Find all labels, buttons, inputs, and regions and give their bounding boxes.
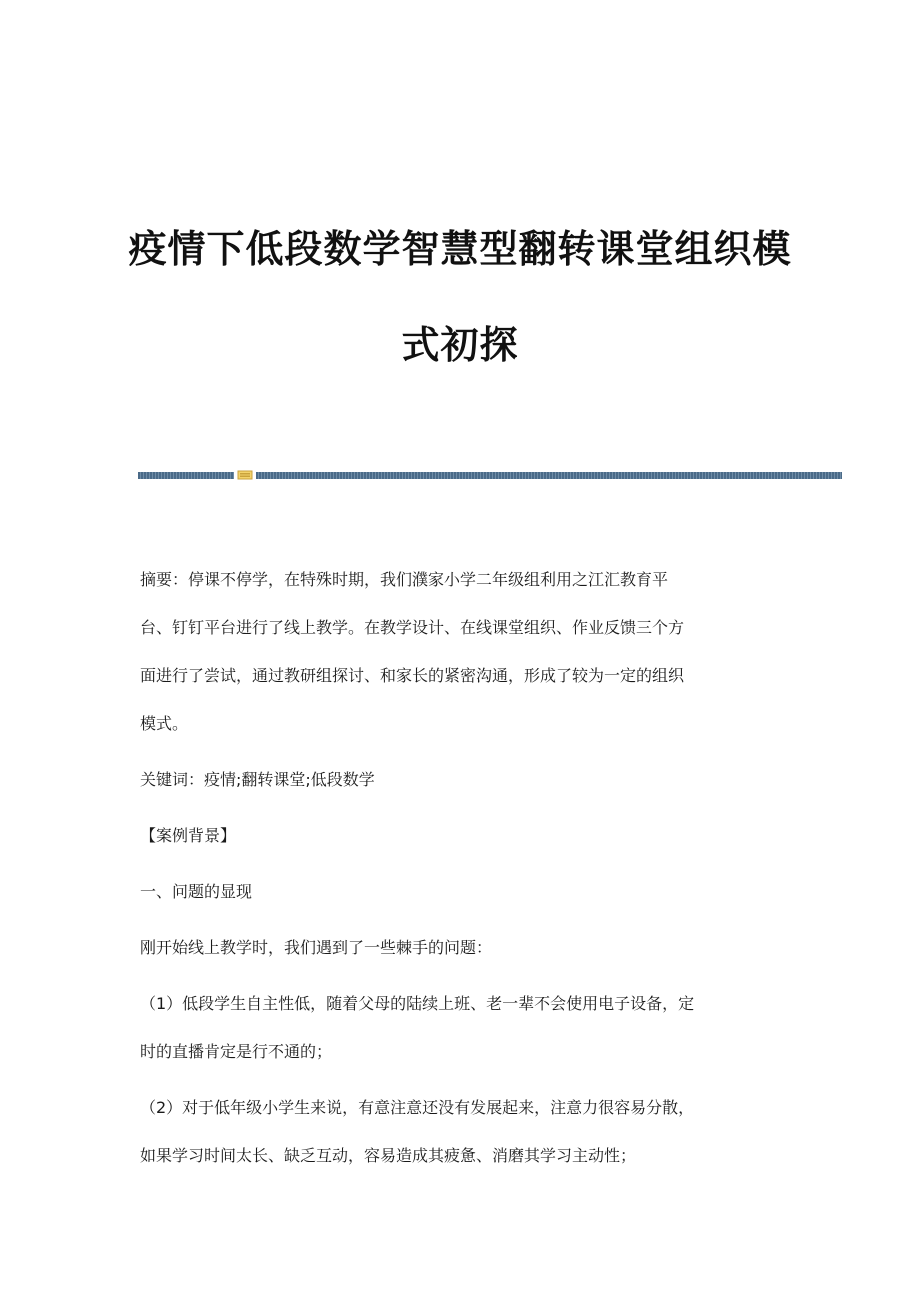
divider-bar-right	[256, 472, 842, 479]
intro-paragraph: 刚开始线上教学时，我们遇到了一些棘手的问题：	[140, 938, 493, 957]
keywords: 关键词：疫情;翻转课堂;低段数学	[140, 770, 375, 789]
title-divider	[138, 470, 842, 480]
abstract-line-3: 面进行了尝试，通过教研组探讨、和家长的紧密沟通，形成了较为一定的组织	[140, 666, 685, 685]
item1-line-2: 时的直播肯定是行不通的；	[140, 1042, 333, 1061]
subheading: 一、问题的显现	[140, 882, 253, 901]
abstract-line-4: 模式。	[140, 714, 189, 733]
abstract-line-2: 台、钉钉平台进行了线上教学。在教学设计、在线课堂组织、作业反馈三个方	[140, 618, 685, 637]
abstract-line-1: 摘要：停课不停学，在特殊时期，我们濮家小学二年级组利用之江汇教育平	[140, 570, 669, 589]
item2-line-1: （2）对于低年级小学生来说，有意注意还没有发展起来，注意力很容易分散，	[140, 1098, 695, 1117]
section-heading: 【案例背景】	[140, 826, 237, 845]
document-title-line1: 疫情下低段数学智慧型翻转课堂组织模	[128, 227, 792, 271]
divider-bar-left	[138, 472, 234, 479]
item1-line-1: （1）低段学生自主性低，随着父母的陆续上班、老一辈不会使用电子设备，定	[140, 994, 695, 1013]
document-title-line2: 式初探	[401, 323, 519, 367]
ornament-icon	[237, 470, 253, 480]
item2-line-2: 如果学习时间太长、缺乏互动，容易造成其疲惫、消磨其学习主动性；	[140, 1146, 637, 1165]
